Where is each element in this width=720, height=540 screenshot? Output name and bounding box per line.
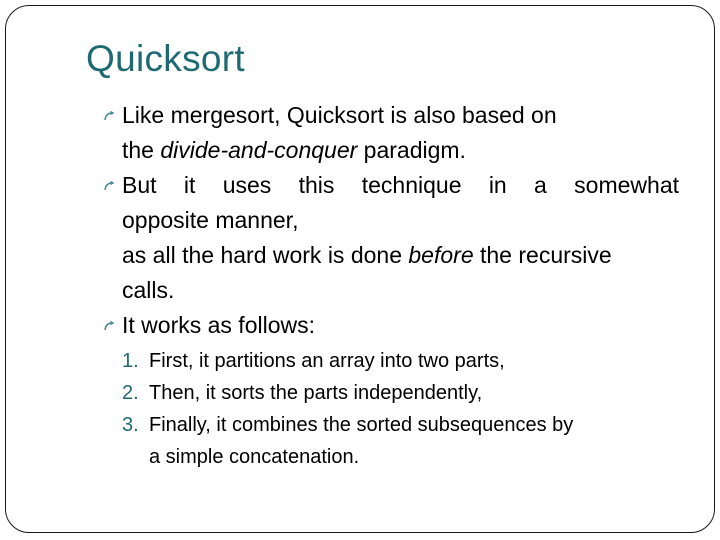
slide bbox=[5, 5, 715, 533]
list-text: Then, it sorts the parts independently, bbox=[149, 382, 483, 404]
slide-title: Quicksort bbox=[86, 38, 245, 79]
list-item bbox=[122, 345, 679, 377]
list-number: 3. bbox=[122, 414, 139, 436]
curved-arrow-bullet-icon bbox=[104, 320, 116, 332]
list-text: Finally, it combines the sorted subsequences by bbox=[149, 414, 574, 436]
bullet-text: But it uses this technique in a somewhat bbox=[122, 172, 679, 198]
curved-arrow-bullet-icon bbox=[104, 180, 116, 192]
curved-arrow-bullet-icon bbox=[104, 110, 116, 122]
bullet-item bbox=[104, 168, 679, 308]
bullet-text: opposite manner, bbox=[122, 207, 299, 233]
numbered-list bbox=[122, 345, 679, 473]
list-number: 2. bbox=[122, 382, 139, 404]
list-number: 1. bbox=[122, 350, 139, 372]
list-text: a simple concatenation. bbox=[149, 446, 360, 468]
list-item bbox=[122, 377, 679, 409]
emphasis-text: before bbox=[408, 242, 474, 268]
emphasis-text: divide-and-conquer bbox=[160, 137, 358, 163]
slide-body bbox=[104, 98, 679, 473]
list-text: First, it partitions an array into two parts, bbox=[149, 350, 505, 372]
bullet-text: calls. bbox=[122, 277, 175, 303]
bullet-item bbox=[104, 98, 679, 168]
bullet-text: as all the hard work is done before the recursive bbox=[122, 242, 612, 268]
bullet-text: Like mergesort, Quicksort is also based on bbox=[122, 102, 557, 128]
list-item bbox=[122, 409, 679, 473]
bullet-item bbox=[104, 308, 679, 343]
bullet-text: It works as follows: bbox=[122, 312, 315, 338]
bullet-text: the divide-and-conquer paradigm. bbox=[122, 137, 466, 163]
